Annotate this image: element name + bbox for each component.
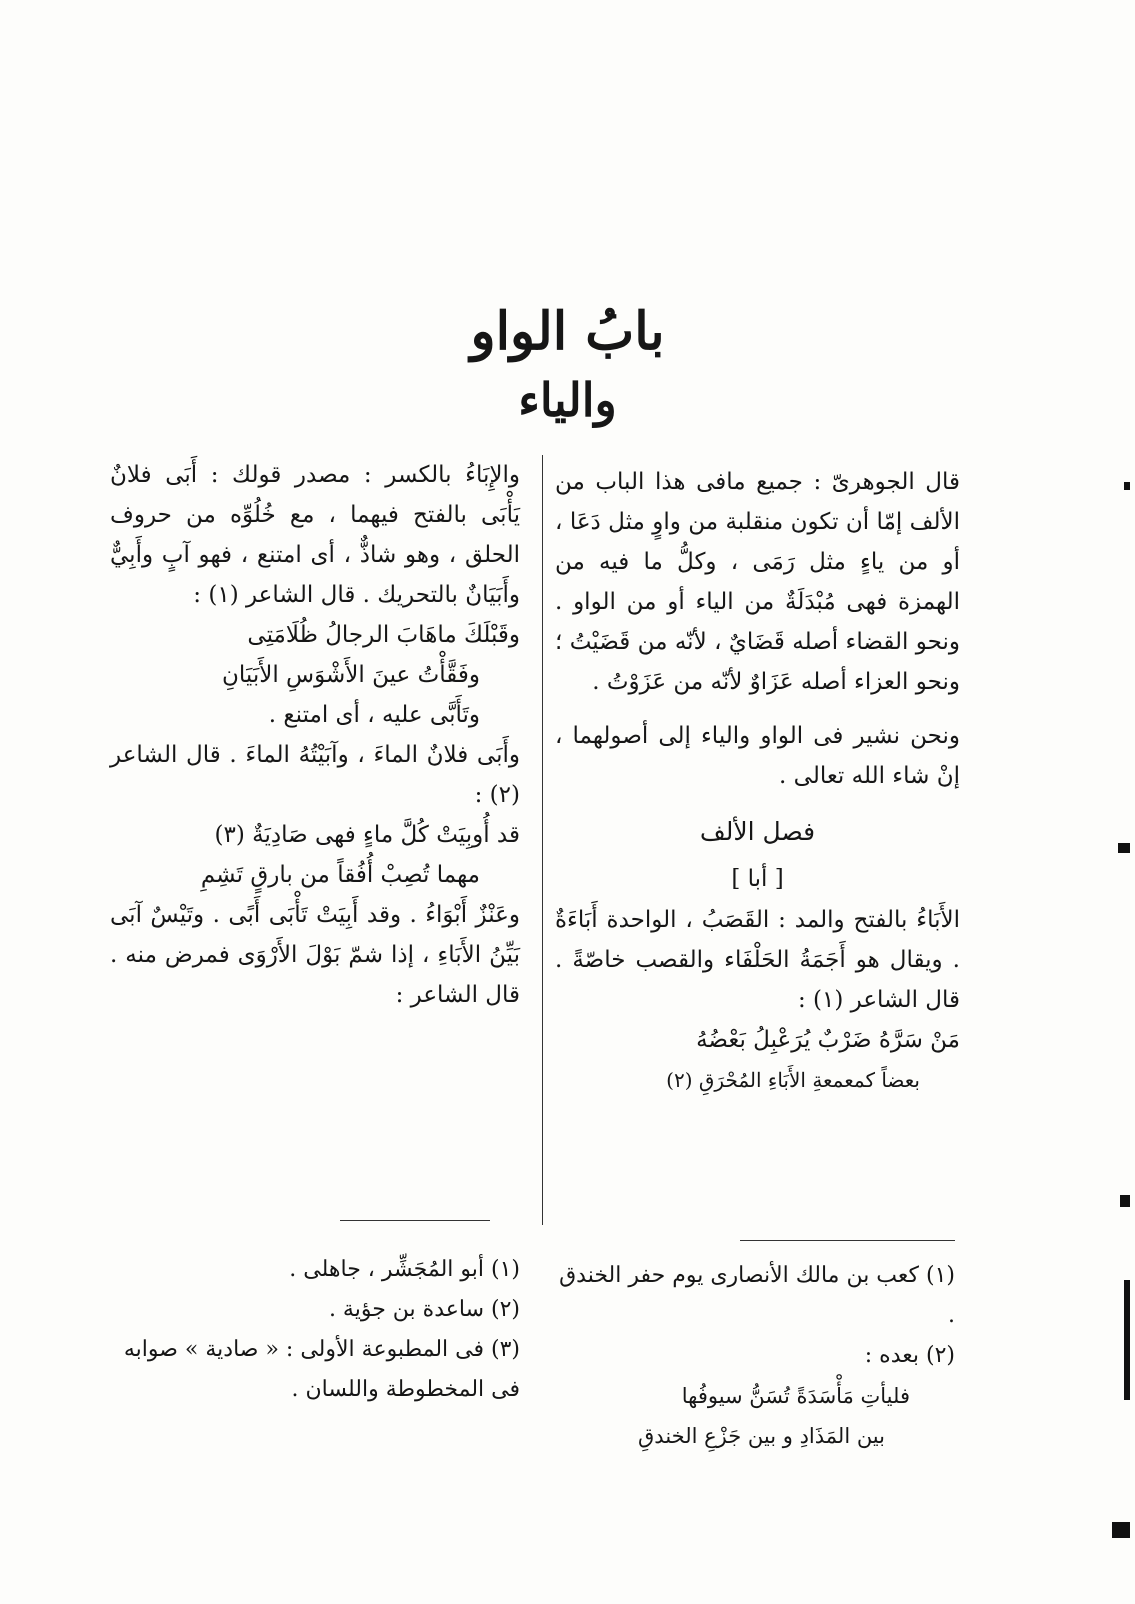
- verse-line: وقَبْلَكَ ماهَابَ الرجالُ ظُلَامَتِى: [247, 622, 520, 648]
- footnotes-right: [555, 1256, 955, 1456]
- footnote-verse-line: بين المَذَادِ و بين جَزْعِ الخندقِ: [638, 1424, 885, 1448]
- scan-edge-mark: [1124, 482, 1130, 490]
- footnote: (١) أبو المُجَشِّر ، جاهلى .: [289, 1257, 520, 1282]
- right-column: [555, 462, 960, 1100]
- scan-edge-mark: [1112, 1522, 1130, 1538]
- verse-line: قد أُوبِيَتْ كُلَّ ماءٍ فهى صَادِيَةٌ (٣): [214, 822, 520, 848]
- verse-line: بعضاً كمعمعةِ الأَبَاءِ المُحْرَقِ (٢): [666, 1068, 920, 1092]
- footnote-rule: [340, 1220, 490, 1221]
- intro-paragraph-2: ونحن نشير فى الواو والياء إلى أصولهما ، إنْ شاء الله تعالى .: [555, 723, 960, 789]
- text-line: وتَأَبَّى عليه ، أى امتنع .: [268, 702, 480, 728]
- paragraph: وعَنْزٌ أَبْوَاءُ . وقد أَبِيَتْ تَأْبَى أَبًى . وتَيْسٌ آبَى بَيِّنُ الأَبَاءِ ، إذا شمّ بَوْلَ الأَرْوَى فمرض منه . قال الشاعر :: [110, 902, 520, 1008]
- verse-line: مَنْ سَرَّهُ ضَرْبٌ يُرَعْبِلُ بَعْضُهُ: [696, 1027, 960, 1053]
- entry-paragraph: الأَبَاءُ بالفتح والمد : القَصَبُ ، الواحدة أَبَاءَةٌ . ويقال هو أَجَمَةُ الحَلْفَاء والقصب خاصّةً . قال الشاعر (١) :: [555, 907, 960, 1013]
- footnote-rule: [740, 1240, 955, 1241]
- chapter-title: بابُ الواو: [470, 301, 665, 362]
- scan-edge-mark: [1124, 1280, 1130, 1400]
- paragraph: والإِبَاءُ بالكسر : مصدر قولك : أَبَى فلانٌ يَأْبَى بالفتح فيهما ، مع خُلُوِّه من حروف الحلق ، وهو شاذٌّ ، أى امتنع ، فهو آبٍ وأَبِيٌّ وأَبَيَانٌ بالتحريك . قال الشاعر (١) :: [110, 462, 520, 608]
- footnotes-left: [95, 1250, 520, 1410]
- spacer: [555, 702, 960, 716]
- entry-heading: [ أبا ]: [731, 866, 784, 892]
- column-divider: [542, 455, 543, 1225]
- footnote: (٢) ساعدة بن جؤية .: [328, 1297, 520, 1322]
- scan-edge-mark: [1120, 1195, 1130, 1207]
- verse-line: مهما تُصِبْ أُفُقاً من بارقٍ تَشِمِ: [200, 862, 480, 888]
- footnote: (٢) بعده :: [864, 1343, 955, 1368]
- chapter-subtitle: والياء: [518, 373, 617, 427]
- footnote-verse-line: فليأتِ مَأْسَدَةً تُسَنُّ سيوفُها: [681, 1384, 910, 1408]
- intro-paragraph: قال الجوهرىّ : جميع مافى هذا الباب من الألف إمّا أن تكون منقلبة من واوٍ مثل دَعَا ، أو من ياءٍ مثل رَمَى ، وكلُّ ما فيه من الهمزة فهى مُبْدَلَةٌ من الياء أو من الواو . ونحو القضاء أصله قَضَايٌ ، لأنّه من قَضَيْتُ ؛ ونحو العزاء أصله عَزَاوٌ لأنّه من عَزَوْتُ .: [555, 469, 960, 695]
- paragraph: وأَبَى فلانٌ الماءَ ، وآبَيْتُهُ الماءَ . قال الشاعر (٢) :: [110, 742, 520, 808]
- verse-line: وفَقَّأْتُ عينَ الأَشْوَسِ الأَبَيَانِ: [222, 662, 480, 688]
- footnote: (١) كعب بن مالك الأنصارى يوم حفر الخندق .: [559, 1263, 955, 1328]
- section-heading: فصل الألف: [699, 817, 816, 846]
- footnote: (٣) فى المطبوعة الأولى : « صادية » صوابه فى المخطوطة واللسان .: [123, 1337, 520, 1402]
- scan-edge-mark: [1118, 843, 1130, 853]
- left-column: [110, 455, 520, 1015]
